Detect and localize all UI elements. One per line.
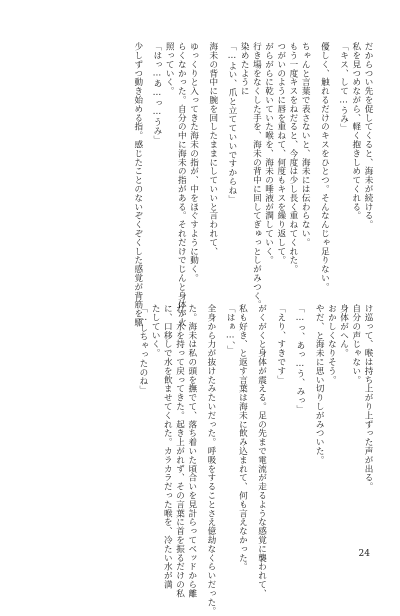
text-column: 自分の声じゃない。 bbox=[350, 304, 361, 385]
text-column: 身体がへん。 bbox=[338, 304, 349, 358]
text-column: 全身から力が抜けたみたいだった。呼吸をすることさえ億劫なくらいだった。 bbox=[205, 304, 216, 616]
text-column: 照っていく。 bbox=[164, 42, 175, 96]
text-column: 優しく、触れるだけのキスをひとつ。そんなんじゃ足りない。 bbox=[319, 42, 330, 292]
text-column: 染めたように bbox=[239, 42, 250, 96]
dialogue-line: 「…よい、爪と立てていいですからね」 bbox=[226, 42, 237, 204]
text-column: 少しずつ動き始める指。感じたことのないぞくぞくした感覚が背筋を駆 bbox=[132, 42, 143, 327]
dialogue-line: 「…しちゃったのね」 bbox=[137, 304, 148, 395]
text-column: だからつい先を促してくると、海未が続ける。 bbox=[363, 42, 373, 229]
dialogue-line: 「はぁ…、」 bbox=[225, 304, 236, 355]
upper-text-block bbox=[125, 42, 374, 327]
text-column: ちゃんと言葉で表さないと、海未には伝わらない。 bbox=[300, 42, 311, 247]
text-column: け巡って、喉は持ち上がり上ずった声が出る。 bbox=[363, 304, 373, 491]
text-column: れ、水を持って戻ってきた。起き上がれず、その言葉に首を振るだけの私 bbox=[174, 304, 185, 598]
page-number: 24 bbox=[358, 549, 370, 559]
dialogue-line: 「…っ、あっ…う、みっ」 bbox=[294, 304, 305, 414]
text-column: がくがくと身体が震える。足の先まで電流が走るような感覚に襲われて、 bbox=[256, 304, 267, 598]
dialogue-line: 「はっ…あ…っ…うみ」 bbox=[151, 42, 162, 145]
text-column: つがいのように唇を重ねて、何度もキスを繰り返して。 bbox=[275, 42, 286, 265]
text-column: ゆっくりと入ってきた海未の指が、中をほぐすように動く。 bbox=[188, 42, 199, 283]
text-column: たしていく。 bbox=[150, 304, 161, 358]
text-column: 行き場をなくした手を、海未の背中に回してぎゅっとしがみつく。 bbox=[251, 42, 262, 309]
text-column: 私を見つめながら、軽く抱きしめてくれる。 bbox=[350, 42, 361, 220]
text-column: た。海未は私の頭を撫でて、落ち着いた頃合いを見計らってベッドから離 bbox=[186, 304, 197, 598]
text-column: もう一度キスをねだると、今度は少し長く重ねてくれた。 bbox=[287, 42, 298, 274]
text-column: に、口移しで水を飲ませてくれた。カラカラだった喉を、冷たい水が満 bbox=[162, 304, 173, 589]
text-column: 海未の背中に腕を回したままにしていいと言われて、 bbox=[207, 42, 218, 256]
dialogue-line: 「キス、して…うみ」 bbox=[338, 42, 349, 133]
text-column: らくなかった。自分の中に海未の指がある。それだけでじんと身体が火 bbox=[176, 42, 187, 327]
text-column: おかしくなりそう。 bbox=[326, 304, 337, 385]
text-column: 私も好き、と返す言葉は海未に飲み込まれて、何も言えなかった。 bbox=[237, 304, 248, 571]
dialogue-line: 「えり、すきです」 bbox=[275, 304, 286, 385]
text-column: がらがらに乾いていた喉を、海未の唾液が潤していく。 bbox=[263, 42, 274, 265]
text-column: やだ、と海未に思い切りしがみついた。 bbox=[314, 304, 325, 465]
